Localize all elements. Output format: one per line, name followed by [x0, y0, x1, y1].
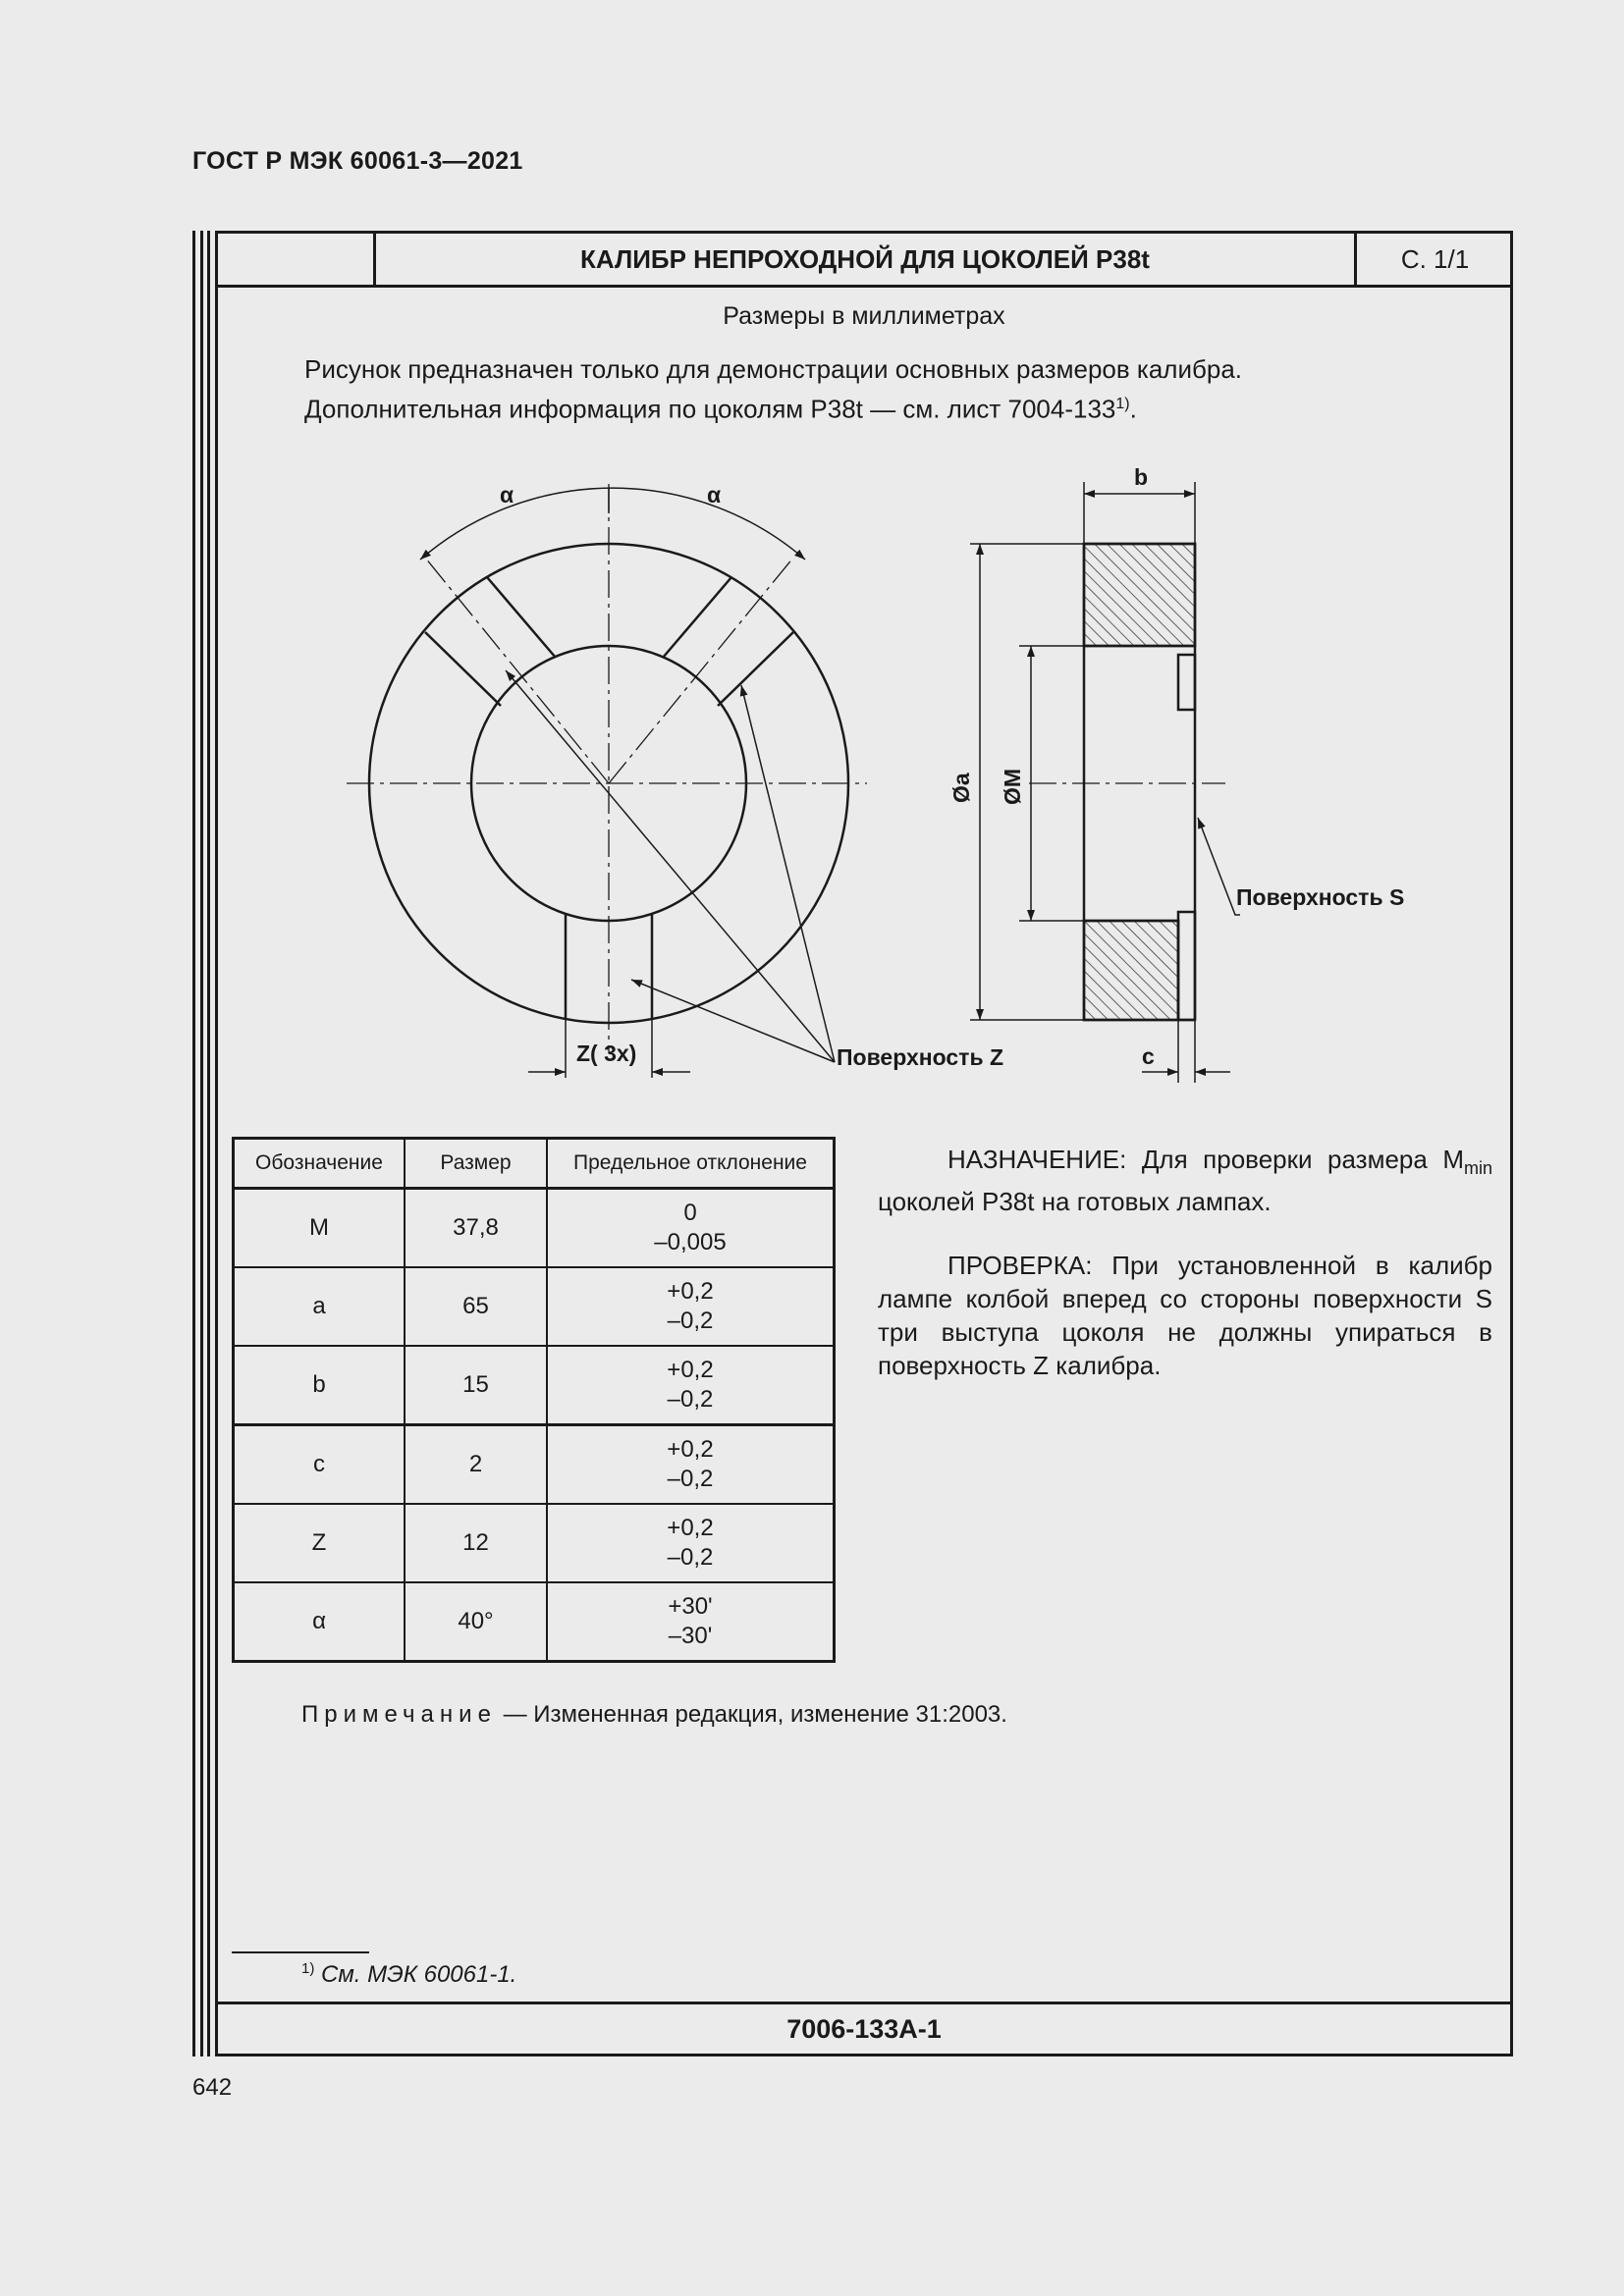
surface-s-label: Поверхность S: [1236, 884, 1405, 910]
sheet-page: С. 1/1: [1354, 234, 1513, 285]
binding-line: [200, 231, 203, 2056]
sheet-title: КАЛИБР НЕПРОХОДНОЙ ДЛЯ ЦОКОЛЕЙ P38t: [580, 244, 1150, 274]
cell-symbol: a: [234, 1267, 406, 1346]
dimensions-table: [232, 1137, 836, 1663]
table-row: [234, 1267, 835, 1346]
cell-symbol: b: [234, 1346, 406, 1425]
table-row: [234, 1582, 835, 1662]
cell-tolerance: +30' –30': [547, 1582, 835, 1662]
table-row: [234, 1346, 835, 1425]
cell-size: 65: [405, 1267, 547, 1346]
table-row: [234, 1504, 835, 1582]
cell-symbol: Z: [234, 1504, 406, 1582]
cell-tolerance: 0 –0,005: [547, 1189, 835, 1268]
gauge-drawing: [218, 234, 1510, 1117]
cell-tolerance: +0,2 –0,2: [547, 1346, 835, 1425]
cell-tolerance: +0,2 –0,2: [547, 1267, 835, 1346]
dia-a-label: Øa: [948, 773, 974, 803]
cell-size: 2: [405, 1425, 547, 1505]
note: [301, 1701, 1007, 1729]
note-label: Примечание: [301, 1701, 497, 1728]
cell-tolerance: +0,2 –0,2: [547, 1504, 835, 1582]
purpose-paragraph: НАЗНАЧЕНИЕ: Для проверки размера $M_{min}$ цоколей P38t на готовых лампах.: [878, 1145, 1492, 1217]
b-dimension-label: b: [1134, 464, 1149, 490]
binding-line: [192, 231, 195, 2056]
dia-m-label: ØM: [1000, 768, 1025, 805]
intro-line-2: Дополнительная информация по цоколям P38t — см. лист 7004-133$^{1)}$.: [304, 394, 1137, 424]
table-row: [234, 1189, 835, 1268]
alpha-dimension-arc: [420, 488, 805, 560]
footnote-divider: [232, 1951, 369, 1953]
table-header-row: [234, 1139, 835, 1189]
cell-size: 15: [405, 1346, 547, 1425]
purpose-text: [878, 1143, 1492, 1413]
cell-size: 37,8: [405, 1189, 547, 1268]
check-paragraph: ПРОВЕРКА: При установленной в калибр лампе колбой вперед со стороны поверхности S три выступа цоколя не должны упираться в поверхность Z калибра.: [878, 1251, 1492, 1381]
alpha-left-label: α: [500, 482, 514, 507]
cell-symbol: c: [234, 1425, 406, 1505]
cell-size: 40°: [405, 1582, 547, 1662]
standard-header: ГОСТ Р МЭК 60061-3—2021: [192, 147, 523, 175]
cell-size: 12: [405, 1504, 547, 1582]
cell-symbol: α: [234, 1582, 406, 1662]
sheet-code: 7006-133A-1: [218, 2002, 1510, 2054]
cell-tolerance: +0,2 –0,2: [547, 1425, 835, 1505]
footnote: $^{1)}$ См. МЭК 60061-1.: [301, 1960, 517, 1988]
units-note: Размеры в миллиметрах: [723, 302, 1005, 330]
col-header-size: Размер: [405, 1139, 547, 1189]
col-header-symbol: Обозначение: [234, 1139, 406, 1189]
surface-z-label: Поверхность Z: [837, 1044, 1004, 1070]
note-text: — Измененная редакция, изменение 31:2003.: [496, 1701, 1007, 1728]
alpha-right-label: α: [707, 482, 722, 507]
c-dimension-label: c: [1142, 1043, 1155, 1069]
cell-symbol: M: [234, 1189, 406, 1268]
table-row: [234, 1425, 835, 1505]
intro-line-1: Рисунок предназначен только для демонстрации основных размеров калибра.: [304, 354, 1243, 384]
z-dimension-label: Z( 3x): [576, 1041, 637, 1066]
col-header-tolerance: Предельное отклонение: [547, 1139, 835, 1189]
footnote-ref[interactable]: 1): [1115, 396, 1130, 412]
page-number: 642: [192, 2074, 233, 2101]
binding-line: [207, 231, 210, 2056]
